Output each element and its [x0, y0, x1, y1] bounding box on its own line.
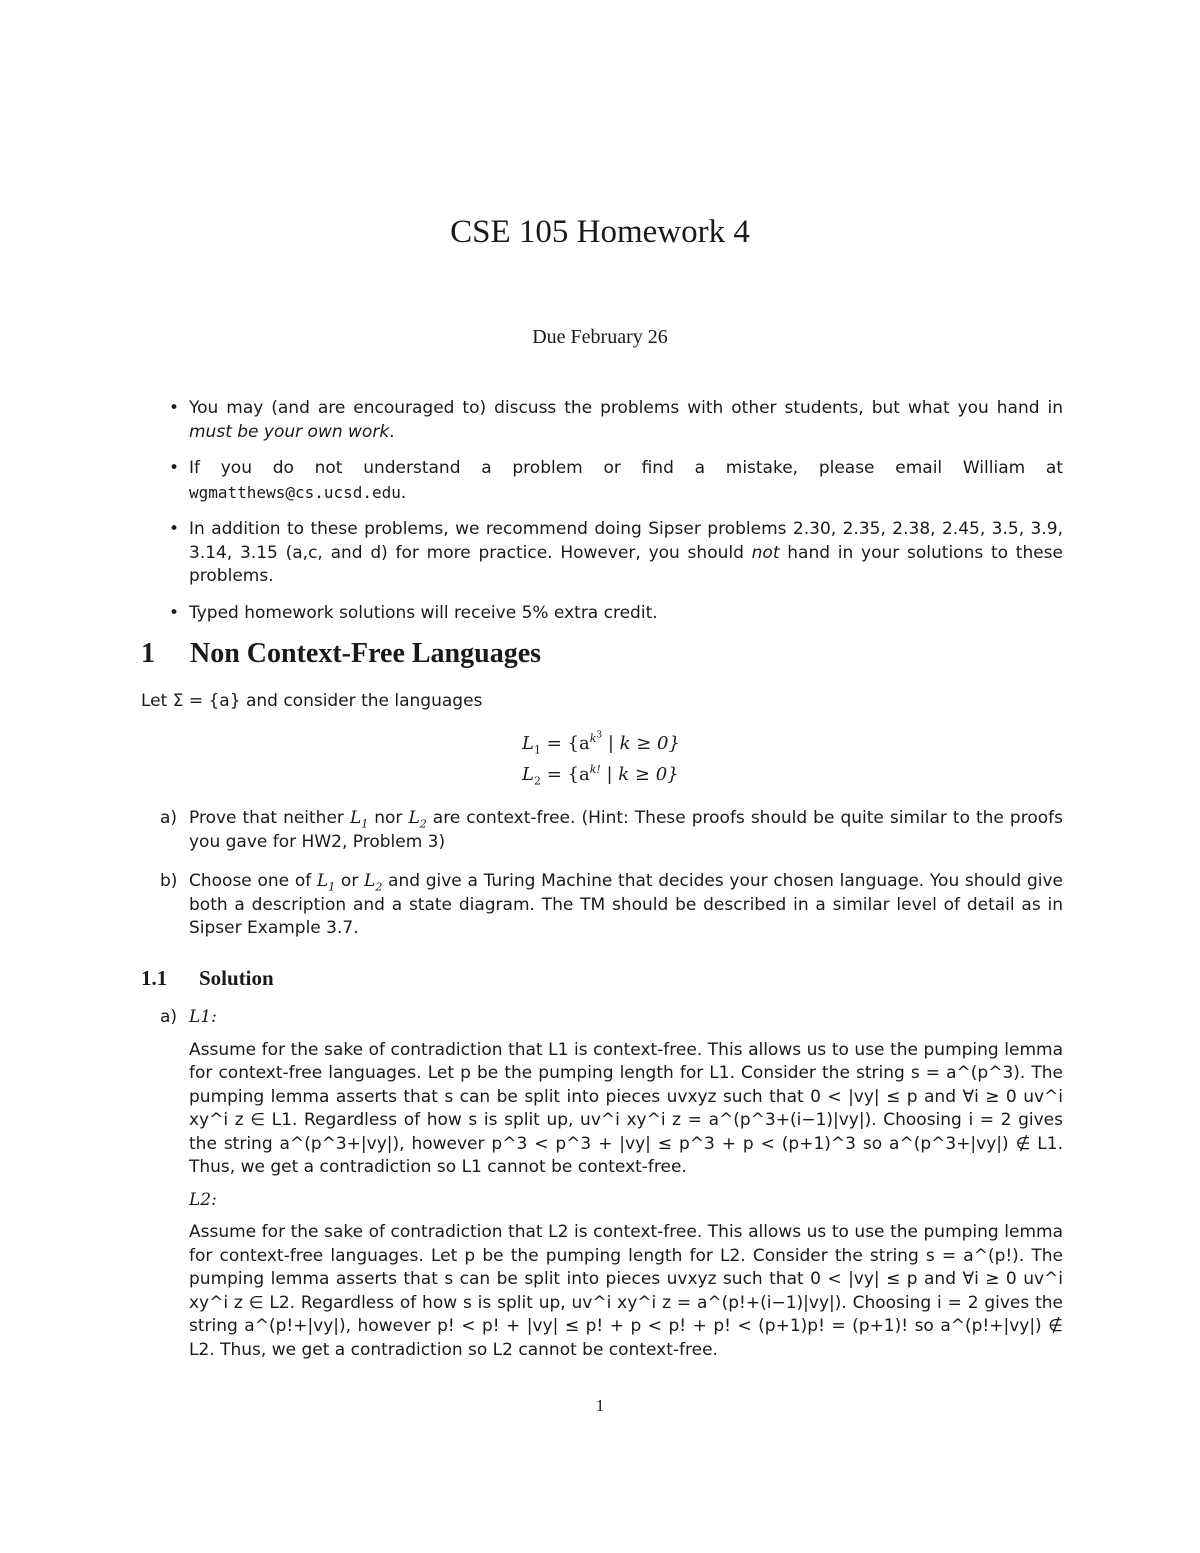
bullet-icon: • [169, 398, 180, 418]
list-item: b) Choose one of $L_1$ or $L_2$ and give a Turing Machine that decides your chosen language. You should give both a description and a state diagram. The TM should be described in a similar level of detail as in Sipser Example 3.7. [160, 871, 1063, 938]
list-item: a) Prove that neither $L_1$ nor $L_2$ are context-free. (Hint: These proofs should be quite similar to the proofs you gave for HW2, Problem 3) [160, 808, 1063, 852]
list-item: • In addition to these problems, we recommend doing Sipser problems 2.30, 2.35, 2.38, 2.45, 3.5, 3.9, 3.14, 3.15 (a,c, and d) for more practice. However, you should not hand in your solutions to these problems. [169, 519, 1063, 586]
list-item: • Typed homework solutions will receive 5% extra credit. [189, 602, 1063, 626]
email-address: wgmatthews@cs.ucsd.edu [189, 482, 401, 502]
list-item: • If you do not understand a problem or find a mistake, please email William at wgmatthews@cs.ucsd.edu. [169, 458, 1063, 503]
section-intro: Let Σ = {a} and consider the languages [141, 691, 483, 711]
problem-parts [160, 807, 1063, 957]
l2-heading: L2: [189, 1189, 217, 1210]
due-date: Due February 26 [532, 326, 668, 348]
bullet-icon: • [169, 458, 180, 478]
subsection-heading: 1.1 Solution [141, 966, 274, 990]
l1-heading: L1: [189, 1007, 217, 1027]
l2-proof: Assume for the sake of contradiction that L2 is context-free. This allows us to use the pumping lemma for context-free languages. Let p be the pumping length for L2. Consider the string s = a^(p!). The pumping lemma asserts that s can be split into pieces uvxyz such that 0 < |vy| ≤ p and ∀i ≥ 0 uv^i xy^i z ∈ L2. Regardless of how s is split up, uv^i xy^i z = a^(p!+(i−1)|vy|). Choosing i = 2 gives the string a^(p!+|vy|), however p! < p! + |vy| ≤ p! + p < p! + p! < (p+1)p! = (p+1)! so a^(p!+|vy|) ∉ L2. Thus, we get a contradiction so L2 cannot be context-free. [189, 1222, 1063, 1360]
section-heading: 1 Non Context-Free Languages [141, 638, 542, 669]
equation-l2: $L_2 = \{a^{k!}$ | k ≥ 0} [522, 763, 679, 788]
solution-block: a) L1: Assume for the sake of contradiction that L1 is context-free. This allows us to use the pumping lemma for context-free languages. Let p be the pumping length for L1. Consider the string s = a^(p^3). The pumping lemma asserts that s can be split into pieces uvxyz such that 0 < |vy| ≤ p and ∀i ≥ 0 uv^i xy^i z ∈ L1. Regardless of how s is split up, uv^i xy^i z = a^(p^3+(i−1)|vy|). Choosing i = 2 gives the string a^(p^3+|vy|), however p^3 < p^3 + |vy| ≤ p^3 + p < (p+1)^3 so a^(p^3+|vy|) ∉ L1. Thus, we get a contradiction so L1 cannot be context-free. L2: Assume for the sake of contradiction that L2 is context-free. This allows us to use the pumping lemma for context-free languages. Let p be the pumping length for L2. Consider the string s = a^(p!). The pumping lemma asserts that s can be split into pieces uvxyz such that 0 < |vy| ≤ p and ∀i ≥ 0 uv^i xy^i z ∈ L2. Regardless of how s is split up, uv^i xy^i z = a^(p!+(i−1)|vy|). Choosing i = 2 gives the string a^(p!+|vy|), however p! < p! + |vy| ≤ p! + p < p! + p! < (p+1)p! = (p+1)! so a^(p!+|vy|) ∉ L2. Thus, we get a contradiction so L2 cannot be context-free. [189, 1006, 1063, 1371]
document-title: CSE 105 Homework 4 [450, 214, 750, 250]
bullet-icon: • [169, 602, 180, 623]
instructions-list [169, 397, 1063, 638]
equation-l1: $L_1 = \{a^{k^3}$ | k ≥ 0} [522, 730, 680, 757]
list-item: • You may (and are encouraged to) discuss the problems with other students, but what you hand in must be your own work. [169, 398, 1063, 442]
bullet-icon: • [169, 519, 180, 539]
l1-proof: Assume for the sake of contradiction that L1 is context-free. This allows us to use the pumping lemma for context-free languages. Let p be the pumping length for L1. Consider the string s = a^(p^3). The pumping lemma asserts that s can be split into pieces uvxyz such that 0 < |vy| ≤ p and ∀i ≥ 0 uv^i xy^i z ∈ L1. Regardless of how s is split up, uv^i xy^i z = a^(p^3+(i−1)|vy|). Choosing i = 2 gives the string a^(p^3+|vy|), however p^3 < p^3 + |vy| ≤ p^3 + p < (p+1)^3 so a^(p^3+|vy|) ∉ L1. Thus, we get a contradiction so L1 cannot be context-free. [189, 1039, 1063, 1177]
page-number: 1 [595, 1396, 605, 1415]
